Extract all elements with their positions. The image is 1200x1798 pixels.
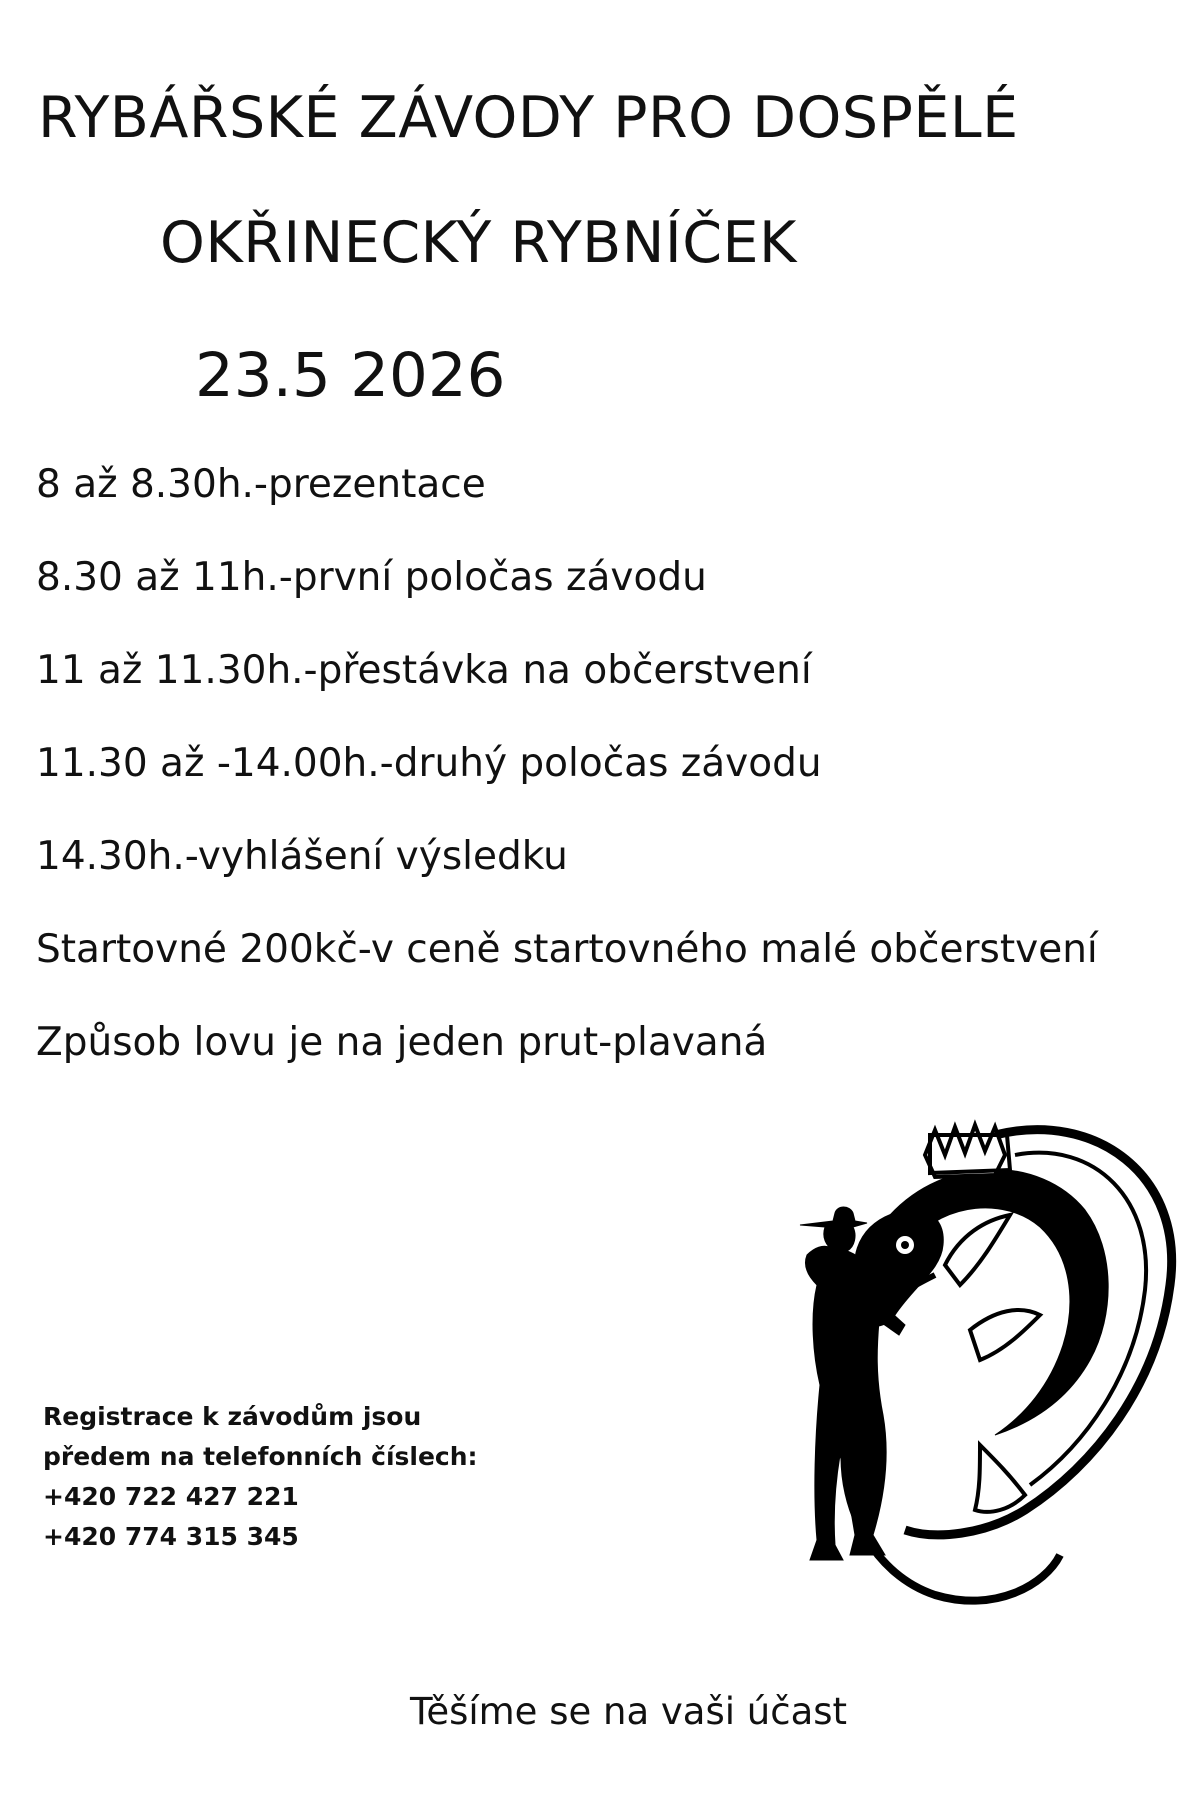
footer-message: Těšíme se na vaši účast — [410, 1690, 848, 1733]
event-date: 23.5 2026 — [195, 340, 506, 411]
title-line-1: RYBÁŘSKÉ ZÁVODY PRO DOSPĚLÉ — [38, 85, 1019, 151]
title-line-2: OKŘINECKÝ RYBNÍČEK — [160, 210, 797, 276]
schedule-item: 11.30 až -14.00h.-druhý poločas závodu — [36, 741, 822, 786]
phone-number-1: +420 722 427 221 — [43, 1482, 299, 1511]
schedule-item: 11 až 11.30h.-přestávka na občerstvení — [36, 648, 812, 693]
registration-info — [43, 1397, 478, 1557]
registration-line-2: předem na telefonních číslech: — [43, 1442, 478, 1471]
schedule-item: 8.30 až 11h.-první poločas závodu — [36, 555, 707, 600]
fish-and-angler-logo-icon — [795, 1115, 1180, 1610]
schedule-item: 14.30h.-vyhlášení výsledku — [36, 834, 568, 879]
schedule-item: Způsob lovu je na jeden prut-plavaná — [36, 1020, 768, 1065]
schedule-item: 8 až 8.30h.-prezentace — [36, 462, 486, 507]
schedule-list — [36, 462, 1098, 1116]
phone-number-2: +420 774 315 345 — [43, 1522, 299, 1551]
schedule-item: Startovné 200kč-v ceně startovného malé občerstvení — [36, 927, 1098, 972]
registration-line-1: Registrace k závodům jsou — [43, 1402, 422, 1431]
